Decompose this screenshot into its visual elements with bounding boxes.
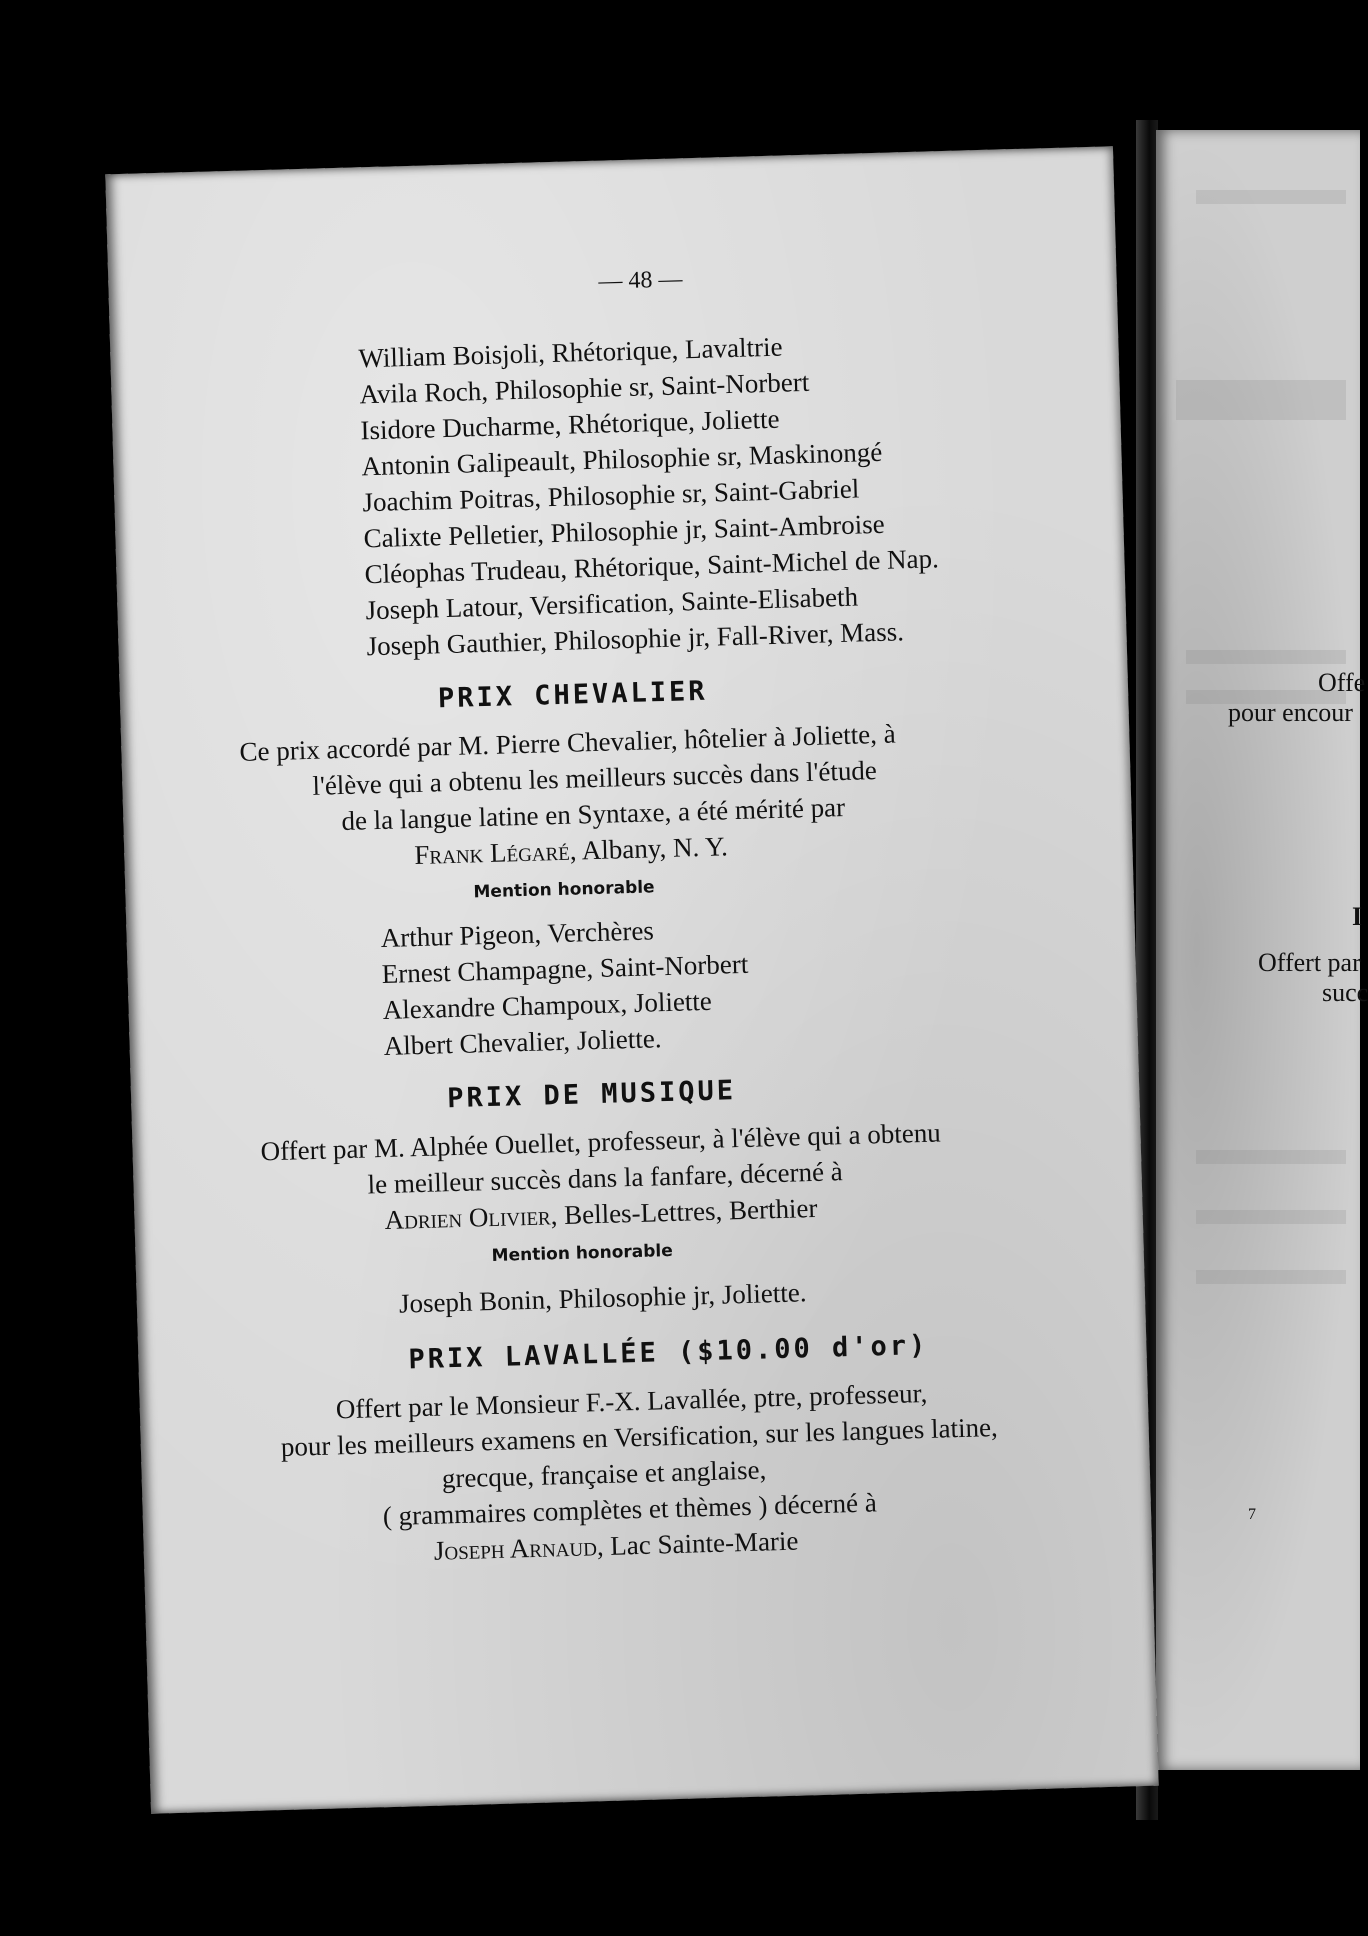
right-heading-fragment: I	[1352, 902, 1363, 931]
chevalier-paragraph-line: l'élève qui a obtenu les meilleurs succès dans l'étude	[312, 755, 878, 801]
lavallee-paragraph-line: Offert par le Monsieur F.-X. Lavallée, ptre, professeur,	[335, 1377, 928, 1425]
winner-details: , Albany, N. Y.	[569, 831, 729, 866]
bleed-through-mark	[1196, 1150, 1346, 1164]
list-item: Joseph Gauthier, Philosophie jr, Fall-River, Mass.	[366, 616, 905, 662]
section-title-chevalier: PRIX CHEVALIER	[437, 675, 708, 715]
right-page-partial	[1156, 130, 1368, 1770]
lavallee-paragraph-line: ( grammaires complètes et thèmes ) décerné à	[382, 1487, 878, 1532]
bleed-through-mark	[1196, 190, 1346, 204]
lavallee-paragraph-line: grecque, française et anglaise,	[441, 1454, 767, 1494]
musique-paragraph-line: Offert par M. Alphée Ouellet, professeur, à l'élève qui a obtenu	[260, 1117, 942, 1167]
list-item: Joseph Latour, Versification, Sainte-Elisabeth	[365, 581, 859, 626]
mention-item: Arthur Pigeon, Verchères	[380, 915, 655, 953]
mention-item: Alexandre Champoux, Joliette	[382, 985, 713, 1025]
right-fragment-4: succ	[1322, 978, 1368, 1007]
mention-item: Joseph Bonin, Philosophie jr, Joliette.	[398, 1277, 807, 1319]
chevalier-winner	[414, 831, 728, 871]
right-corner-mark: 7	[1248, 1506, 1256, 1523]
bleed-through-mark	[1196, 1270, 1346, 1284]
winner-name: Joseph Arnaud	[433, 1531, 598, 1566]
list-item: Avila Roch, Philosophie sr, Saint-Norbert	[359, 366, 810, 410]
lavallee-paragraph-line: pour les meilleurs examens en Versification, sur les langues latine,	[280, 1411, 999, 1462]
list-item: Isidore Ducharme, Rhétorique, Joliette	[360, 403, 780, 446]
list-item: Calixte Pelletier, Philosophie jr, Saint-Ambroise	[363, 508, 886, 554]
list-item: William Boisjoli, Rhétorique, Lavaltrie	[358, 331, 783, 374]
right-fragment-1: Offe	[1318, 668, 1366, 697]
chevalier-paragraph-line: de la langue latine en Syntaxe, a été mérité par	[341, 791, 846, 837]
section-title-musique: PRIX DE MUSIQUE	[446, 1075, 737, 1115]
bleed-through-mark	[1196, 1210, 1346, 1224]
winner-details: , Lac Sainte-Marie	[596, 1525, 799, 1562]
list-item: Antonin Galipeault, Philosophie sr, Maskinongé	[361, 436, 883, 482]
winner-name: Frank Légaré	[414, 835, 571, 871]
left-page	[105, 146, 1158, 1814]
lavallee-winner	[433, 1526, 798, 1567]
right-fragment-3: Offert par	[1258, 948, 1361, 977]
musique-winner	[384, 1193, 818, 1236]
section-title-lavallee: PRIX LAVALLÉE ($10.00 d'or)	[408, 1329, 929, 1376]
winner-name: Adrien Olivier	[384, 1200, 552, 1235]
winner-details: , Belles-Lettres, Berthier	[550, 1192, 818, 1231]
musique-paragraph-line: le meilleur succès dans la fanfare, décerné à	[367, 1156, 844, 1200]
mention-honorable-label: Mention honorable	[473, 877, 655, 903]
mention-honorable-label: Mention honorable	[491, 1240, 674, 1267]
chevalier-paragraph-line: Ce prix accordé par M. Pierre Chevalier, hôtelier à Joliette, à	[239, 718, 897, 767]
mention-item: Ernest Champagne, Saint-Norbert	[381, 948, 749, 989]
list-item: Cléophas Trudeau, Rhétorique, Saint-Michel de Nap.	[364, 543, 940, 590]
right-fragment-2: pour encour	[1228, 698, 1353, 727]
bleed-through-mark	[1176, 380, 1346, 420]
bleed-through-mark	[1186, 650, 1346, 664]
mention-item: Albert Chevalier, Joliette.	[383, 1023, 662, 1061]
page-number: — 48 —	[598, 266, 683, 295]
list-item: Joachim Poitras, Philosophie sr, Saint-Gabriel	[362, 473, 860, 518]
